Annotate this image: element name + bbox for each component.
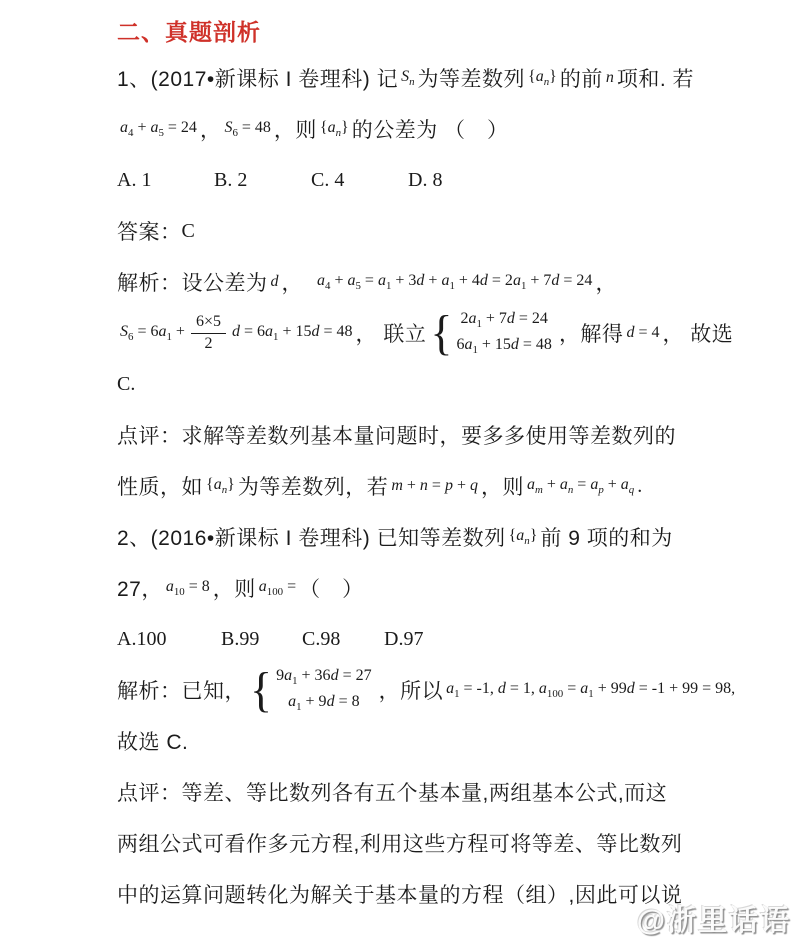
q1-comment-line2 bbox=[117, 470, 759, 502]
q1-option-b: B. 2 bbox=[214, 168, 248, 191]
q1-answer-label: 答案： bbox=[117, 221, 182, 244]
q1-option-a: A. 1 bbox=[117, 168, 152, 191]
q1-stem-line1 bbox=[117, 62, 759, 94]
q1-answer-value: C bbox=[181, 219, 195, 242]
q1-equation-system bbox=[430, 307, 555, 359]
q1-options bbox=[117, 164, 759, 196]
q1-formula-s6b: $d = 6a_1 + 15d = 48$ bbox=[231, 322, 353, 344]
q2-system-row1: $9a_1 + 36d = 27$ bbox=[276, 667, 372, 688]
q2-analysis-tail bbox=[117, 725, 759, 757]
q1-option-d: D. 8 bbox=[408, 168, 443, 191]
q1-analysis-solve: ，解得 bbox=[558, 323, 624, 346]
q2-analysis-so: ，所以 bbox=[378, 680, 444, 703]
q2-option-d: D.97 bbox=[384, 627, 424, 650]
q2-stem-line1 bbox=[117, 521, 759, 553]
q1-system-row2: $6a_1 + 15d = 48$ bbox=[456, 336, 552, 357]
q2-comment-text-2: 两组公式可看作多元方程,利用这些方程可将等差、等比数列 bbox=[117, 833, 683, 856]
fraction bbox=[191, 313, 226, 353]
q1-comment-an: $\{a_n\}$ bbox=[206, 475, 235, 497]
q1-analysis-lead: 解析：设公差为 bbox=[117, 272, 268, 295]
q1-stem-text-2: 为等差数列 bbox=[417, 68, 526, 91]
q1-stem-text-5: ，则 bbox=[273, 119, 317, 142]
q2-formula-a10: $a_{10} = 8$ bbox=[165, 577, 210, 599]
q2-comment-text-1: 点评：等差、等比数列各有五个基本量,两组基本公式,而这 bbox=[117, 782, 668, 805]
q1-analysis-comma2: ， bbox=[595, 272, 617, 295]
q1-comment-text-3: 为等差数列，若 bbox=[237, 476, 389, 499]
q1-system-row1: $2a_1 + 7d = 24$ bbox=[460, 310, 548, 331]
q1-formula-d4: d = 4 bbox=[626, 324, 660, 341]
q1-stem-text-6: 的公差为 （ ） bbox=[351, 119, 509, 142]
q2-stem-text-5: （ ） bbox=[299, 578, 364, 601]
q1-comma-1: ， bbox=[199, 119, 222, 142]
q2-stem-text-2: 前 9 项的和为 bbox=[540, 527, 673, 550]
q2-formula-result: $a_1 = -1$, d = 1, $a_{100} = a_1 + 99d = -1 + 99 = 98$, bbox=[446, 679, 736, 701]
q1-comment-text-2: 性质，如 bbox=[117, 476, 203, 499]
q2-stem-text-4: ，则 bbox=[212, 578, 256, 601]
q1-comment-text-4: ，则 bbox=[480, 476, 524, 499]
q1-analysis-comma1: ， bbox=[281, 272, 303, 295]
section-title: 二、真题剖析 bbox=[117, 19, 261, 45]
q2-formula-an: $\{a_n\}$ bbox=[508, 526, 538, 548]
fraction-denominator: 2 bbox=[204, 334, 213, 352]
q2-option-a: A.100 bbox=[117, 627, 167, 650]
q2-analysis-lead: 解析：已知， bbox=[117, 680, 246, 703]
q1-stem-text-4: 项和. 若 bbox=[616, 68, 694, 91]
q1-formula-a4a5: $a_4 + a_5 = 24$ bbox=[120, 118, 197, 140]
q2-option-c: C.98 bbox=[302, 627, 341, 650]
q1-comment-line1 bbox=[117, 419, 759, 451]
q1-formula-d: d bbox=[270, 273, 279, 290]
q1-formula-s6: $S_6 = 48$ bbox=[224, 118, 271, 140]
left-brace: { bbox=[430, 306, 453, 360]
q2-formula-a100: $a_{100}$ = bbox=[258, 577, 297, 599]
q2-comment-text-3: 中的运算问题转化为解关于基本量的方程（组）,因此可以说 bbox=[117, 884, 683, 907]
q1-formula-expand: $a_4 + a_5 = a_1 + 3d + a_1 + 4d = 2a_1 + 7d = 24$ bbox=[317, 271, 593, 293]
q2-system-row2: $a_1 + 9d = 8$ bbox=[288, 693, 360, 714]
q1-stem-text-3: 的前 bbox=[559, 68, 603, 91]
q2-comment-line2 bbox=[117, 827, 759, 859]
q1-option-c: C. 4 bbox=[311, 168, 345, 191]
q2-comment-line1 bbox=[117, 776, 759, 808]
left-brace: { bbox=[250, 663, 273, 717]
q2-stem-text-3: 27， bbox=[117, 578, 163, 601]
q1-formula-an2: $\{a_n\}$ bbox=[319, 118, 349, 140]
q1-comment-text-1: 点评：求解等差数列基本量问题时，要多多使用等差数列的 bbox=[117, 425, 676, 448]
q2-option-b: B.99 bbox=[221, 627, 260, 650]
q1-answer-line bbox=[117, 215, 759, 247]
q2-stem-text-1: 2、(2016•新课标 I 卷理科) 已知等差数列 bbox=[117, 527, 506, 550]
q1-formula-an: $\{a_n\}$ bbox=[528, 67, 557, 89]
q1-formula-n: n bbox=[605, 69, 614, 86]
q1-analysis-line1 bbox=[117, 266, 759, 298]
q1-comment-mnpq: m + n = p + q bbox=[391, 477, 478, 494]
q1-formula-sn: $S_n$ bbox=[401, 67, 415, 89]
q1-comment-property: $a_m + a_n = a_p + a_q$ bbox=[526, 475, 635, 497]
q2-stem-line2 bbox=[117, 572, 759, 604]
q1-chosen-answer: C. bbox=[117, 372, 136, 395]
q2-options bbox=[117, 623, 759, 655]
q1-analysis-join: ， 联立 bbox=[355, 323, 427, 346]
fraction-numerator: 6×5 bbox=[191, 313, 226, 333]
q1-stem-text-1: 1、(2017•新课标 I 卷理科) 记 bbox=[117, 68, 399, 91]
q1-formula-s6a: $S_6 = 6a_1$ + bbox=[120, 322, 185, 344]
q1-analysis-choose: ， 故选 bbox=[662, 323, 734, 346]
q2-equation-system bbox=[250, 664, 375, 716]
q1-analysis-tail bbox=[117, 368, 759, 400]
q2-chosen-answer: 故选 C. bbox=[117, 731, 189, 754]
q1-analysis-line2 bbox=[117, 306, 759, 360]
watermark: @浙里话语 bbox=[636, 905, 791, 937]
q2-analysis-line1 bbox=[117, 663, 759, 717]
q1-comment-period: . bbox=[637, 474, 643, 497]
q1-stem-line2 bbox=[117, 113, 759, 145]
